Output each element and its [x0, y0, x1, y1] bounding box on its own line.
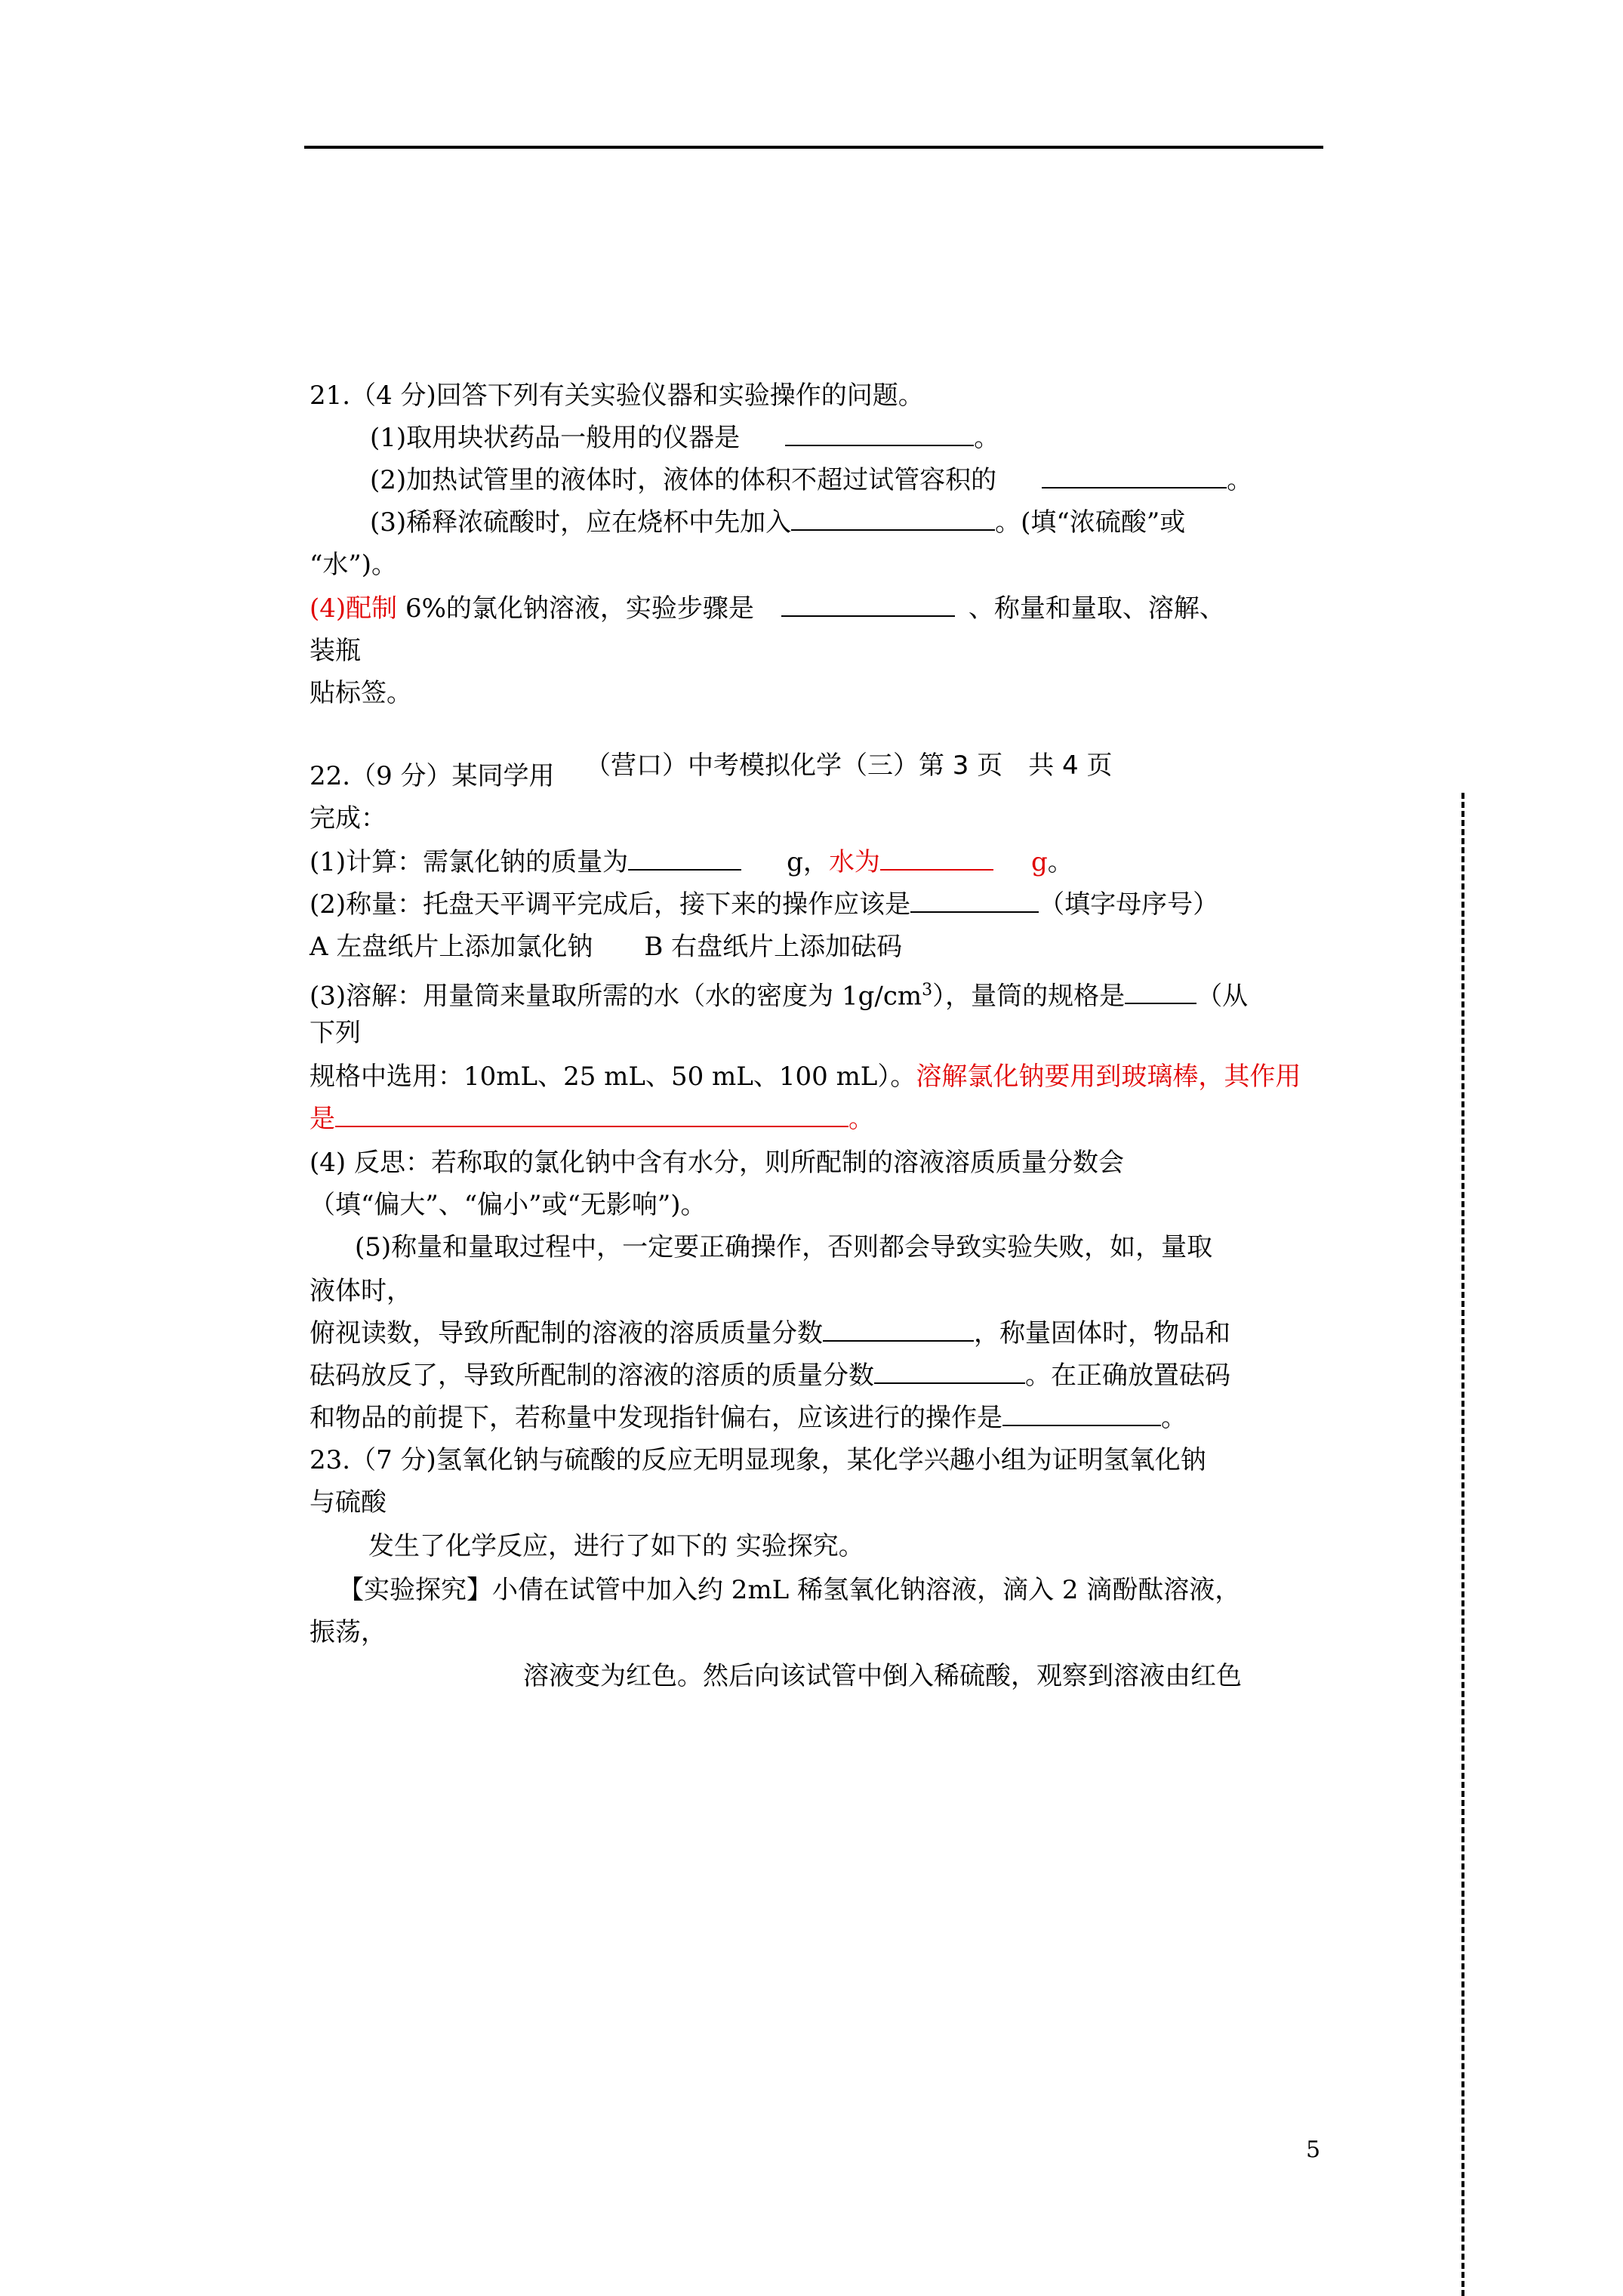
q22-calc-water: 水为 — [828, 847, 880, 877]
q22-dissolve-red-line — [310, 1102, 874, 1136]
q22-measure-cont-text: 液体时， — [310, 1276, 412, 1306]
q22-blank-weigh[interactable] — [910, 889, 1039, 913]
q22-calc-unit: g， — [787, 847, 829, 877]
q22-measure-cont — [310, 1274, 412, 1308]
q22-measure-line2-text: 俯视读数，导致所配制的溶液的溶质质量分数 — [310, 1318, 823, 1348]
q21-part2-end: 。 — [1227, 465, 1253, 495]
q22-weigh-options-text: A 左盘纸片上添加氯化钠 B 右盘纸片上添加砝码 — [310, 932, 903, 962]
q22-title-text: 22.（9 分）某同学用 — [310, 761, 555, 791]
q22-calc-end: 。 — [1047, 847, 1073, 877]
q22-measure-line4-text: 和物品的前提下，若称量中发现指针偏右，应该进行的操作是 — [310, 1403, 1002, 1433]
q22-blank-view[interactable] — [823, 1318, 974, 1342]
page-header-note — [585, 749, 1113, 782]
q22-dissolve-text: (3)溶解：用量筒来量取所需的水（水的密度为 1g/cm — [310, 981, 922, 1012]
header-rule — [304, 146, 1323, 149]
q23-title-text: 23.（7 分)氢氧化钠与硫酸的反应无明显现象，某化学兴趣小组为证明氢氧化钠 — [310, 1445, 1206, 1475]
q22-title — [310, 760, 555, 793]
q22-title-cont — [310, 802, 387, 835]
q22-dissolve-text2: ），量筒的规格是 — [932, 981, 1126, 1012]
q21-part4 — [310, 592, 1225, 625]
q23-line3-cont-text: 振荡， — [310, 1617, 387, 1647]
q21-part4-cont2 — [310, 676, 412, 710]
q22-dissolve-red: 溶解氯化钠要用到玻璃棒，其作用 — [916, 1062, 1301, 1092]
q22-measure-line3 — [310, 1359, 1230, 1392]
q22-measure-line4-end: 。 — [1161, 1403, 1187, 1433]
q21-part4-cont1-text: 装瓶 — [310, 636, 361, 666]
q22-dissolve-text3: （从 — [1196, 981, 1249, 1012]
q21-title-text: 21.（4 分)回答下列有关实验仪器和实验操作的问题。 — [310, 381, 924, 411]
q23-line4-text: 溶液变为红色。然后向该试管中倒入稀硫酸，观察到溶液由红色 — [523, 1661, 1242, 1691]
q22-measure-line4 — [310, 1401, 1187, 1435]
q21-part4-text2: 、称量和量取、溶解、 — [968, 593, 1225, 624]
q22-blank-mass[interactable] — [628, 846, 741, 871]
q21-title — [310, 379, 924, 412]
q21-part4-cont2-text: 贴标签。 — [310, 678, 412, 708]
q23-line3-text: 【实验探究】小倩在试管中加入约 2mL 稀氢氧化钠溶液，滴入 2 滴酚酞溶液， — [338, 1575, 1241, 1605]
q22-blank-rod[interactable] — [335, 1103, 848, 1127]
q22-measure-line2 — [310, 1317, 1230, 1350]
page-header-note-text: （营口）中考模拟化学（三）第 3 页 共 4 页 — [585, 750, 1113, 781]
q22-blank-water[interactable] — [880, 846, 993, 871]
q23-title-cont — [310, 1486, 387, 1519]
q22-dissolve-cont — [310, 1016, 361, 1049]
page-number — [1306, 2137, 1320, 2163]
q23-title — [310, 1444, 1206, 1477]
q22-calc-water-unit: g — [1030, 847, 1048, 877]
q22-measure-text: (5)称量和量取过程中，一定要正确操作，否则都会导致实验失败，如，量取 — [355, 1232, 1213, 1262]
q22-measure-line3-text: 砝码放反了，导致所配制的溶液的溶质的质量分数 — [310, 1361, 874, 1391]
q22-dissolve — [310, 974, 1248, 1012]
q23-line2 — [368, 1530, 864, 1563]
q21-part4-cont1 — [310, 634, 361, 667]
q21-blank4[interactable] — [781, 593, 955, 617]
q22-reflect-cont-text: （填“偏大”、“偏小”或“无影响”)。 — [310, 1190, 707, 1220]
q22-dissolve-spec — [310, 1060, 1301, 1093]
q21-part2 — [370, 464, 1252, 497]
q21-part3 — [370, 506, 1185, 539]
q22-title-cont-text: 完成： — [310, 803, 387, 834]
q22-calc — [310, 846, 1073, 879]
q22-blank-reversed[interactable] — [874, 1360, 1025, 1384]
q22-blank-cylinder[interactable] — [1125, 980, 1196, 1004]
q21-part3-cont-text: “水”)。 — [310, 550, 398, 580]
q22-weigh — [310, 888, 1218, 921]
q22-weigh-hint: （填字母序号） — [1039, 889, 1219, 920]
q23-line2-text: 发生了化学反应，进行了如下的 实验探究。 — [368, 1531, 864, 1561]
q22-weigh-options — [310, 930, 902, 963]
q22-measure-line3-text2: 。在正确放置砝码 — [1025, 1361, 1230, 1391]
q23-line3-cont — [310, 1616, 387, 1649]
q21-part2-text: (2)加热试管里的液体时，液体的体积不超过试管容积的 — [370, 465, 997, 495]
q22-dissolve-red-end: 。 — [848, 1104, 874, 1134]
q21-part4-text: 6%的氯化钠溶液，实验步骤是 — [397, 593, 754, 624]
q22-reflect-text: (4) 反思：若称取的氯化钠中含有水分，则所配制的溶液溶质质量分数会 — [310, 1148, 1124, 1178]
q21-part3-end: 。(填“浓硫酸”或 — [995, 507, 1186, 538]
q21-part1-end: 。 — [974, 423, 1000, 453]
q21-part3-cont — [310, 548, 397, 581]
q22-dissolve-red2: 是 — [310, 1104, 335, 1134]
q21-part1 — [370, 421, 999, 455]
q21-blank2[interactable] — [1042, 464, 1227, 488]
q21-part4-red: (4)配制 — [310, 593, 398, 624]
q23-title-cont-text: 与硫酸 — [310, 1487, 387, 1518]
q22-dissolve-cont-text: 下列 — [310, 1018, 361, 1048]
q22-dissolve-sup: 3 — [922, 981, 933, 1000]
page-number-text: 5 — [1306, 2137, 1321, 2163]
q22-blank-pointer[interactable] — [1002, 1402, 1161, 1426]
q21-part3-text: (3)稀释浓硫酸时，应在烧杯中先加入 — [370, 507, 792, 538]
q22-calc-text: (1)计算：需氯化钠的质量为 — [310, 847, 629, 877]
q23-line3 — [338, 1573, 1240, 1607]
binding-dashed-line — [1461, 793, 1464, 2296]
q23-line4 — [523, 1660, 1242, 1693]
q22-measure-line2-text2: ，称量固体时，物品和 — [974, 1318, 1230, 1348]
q21-blank3[interactable] — [791, 507, 995, 531]
q21-part1-text: (1)取用块状药品一般用的仪器是 — [370, 423, 741, 453]
q22-dissolve-spec-text: 规格中选用：10mL、25 mL、50 mL、100 mL）。 — [310, 1062, 916, 1092]
q22-reflect-cont — [310, 1188, 707, 1222]
q22-measure — [355, 1231, 1212, 1264]
q22-reflect — [310, 1146, 1124, 1179]
q22-weigh-text: (2)称量：托盘天平调平完成后，接下来的操作应该是 — [310, 889, 911, 920]
q21-blank1[interactable] — [785, 422, 974, 446]
